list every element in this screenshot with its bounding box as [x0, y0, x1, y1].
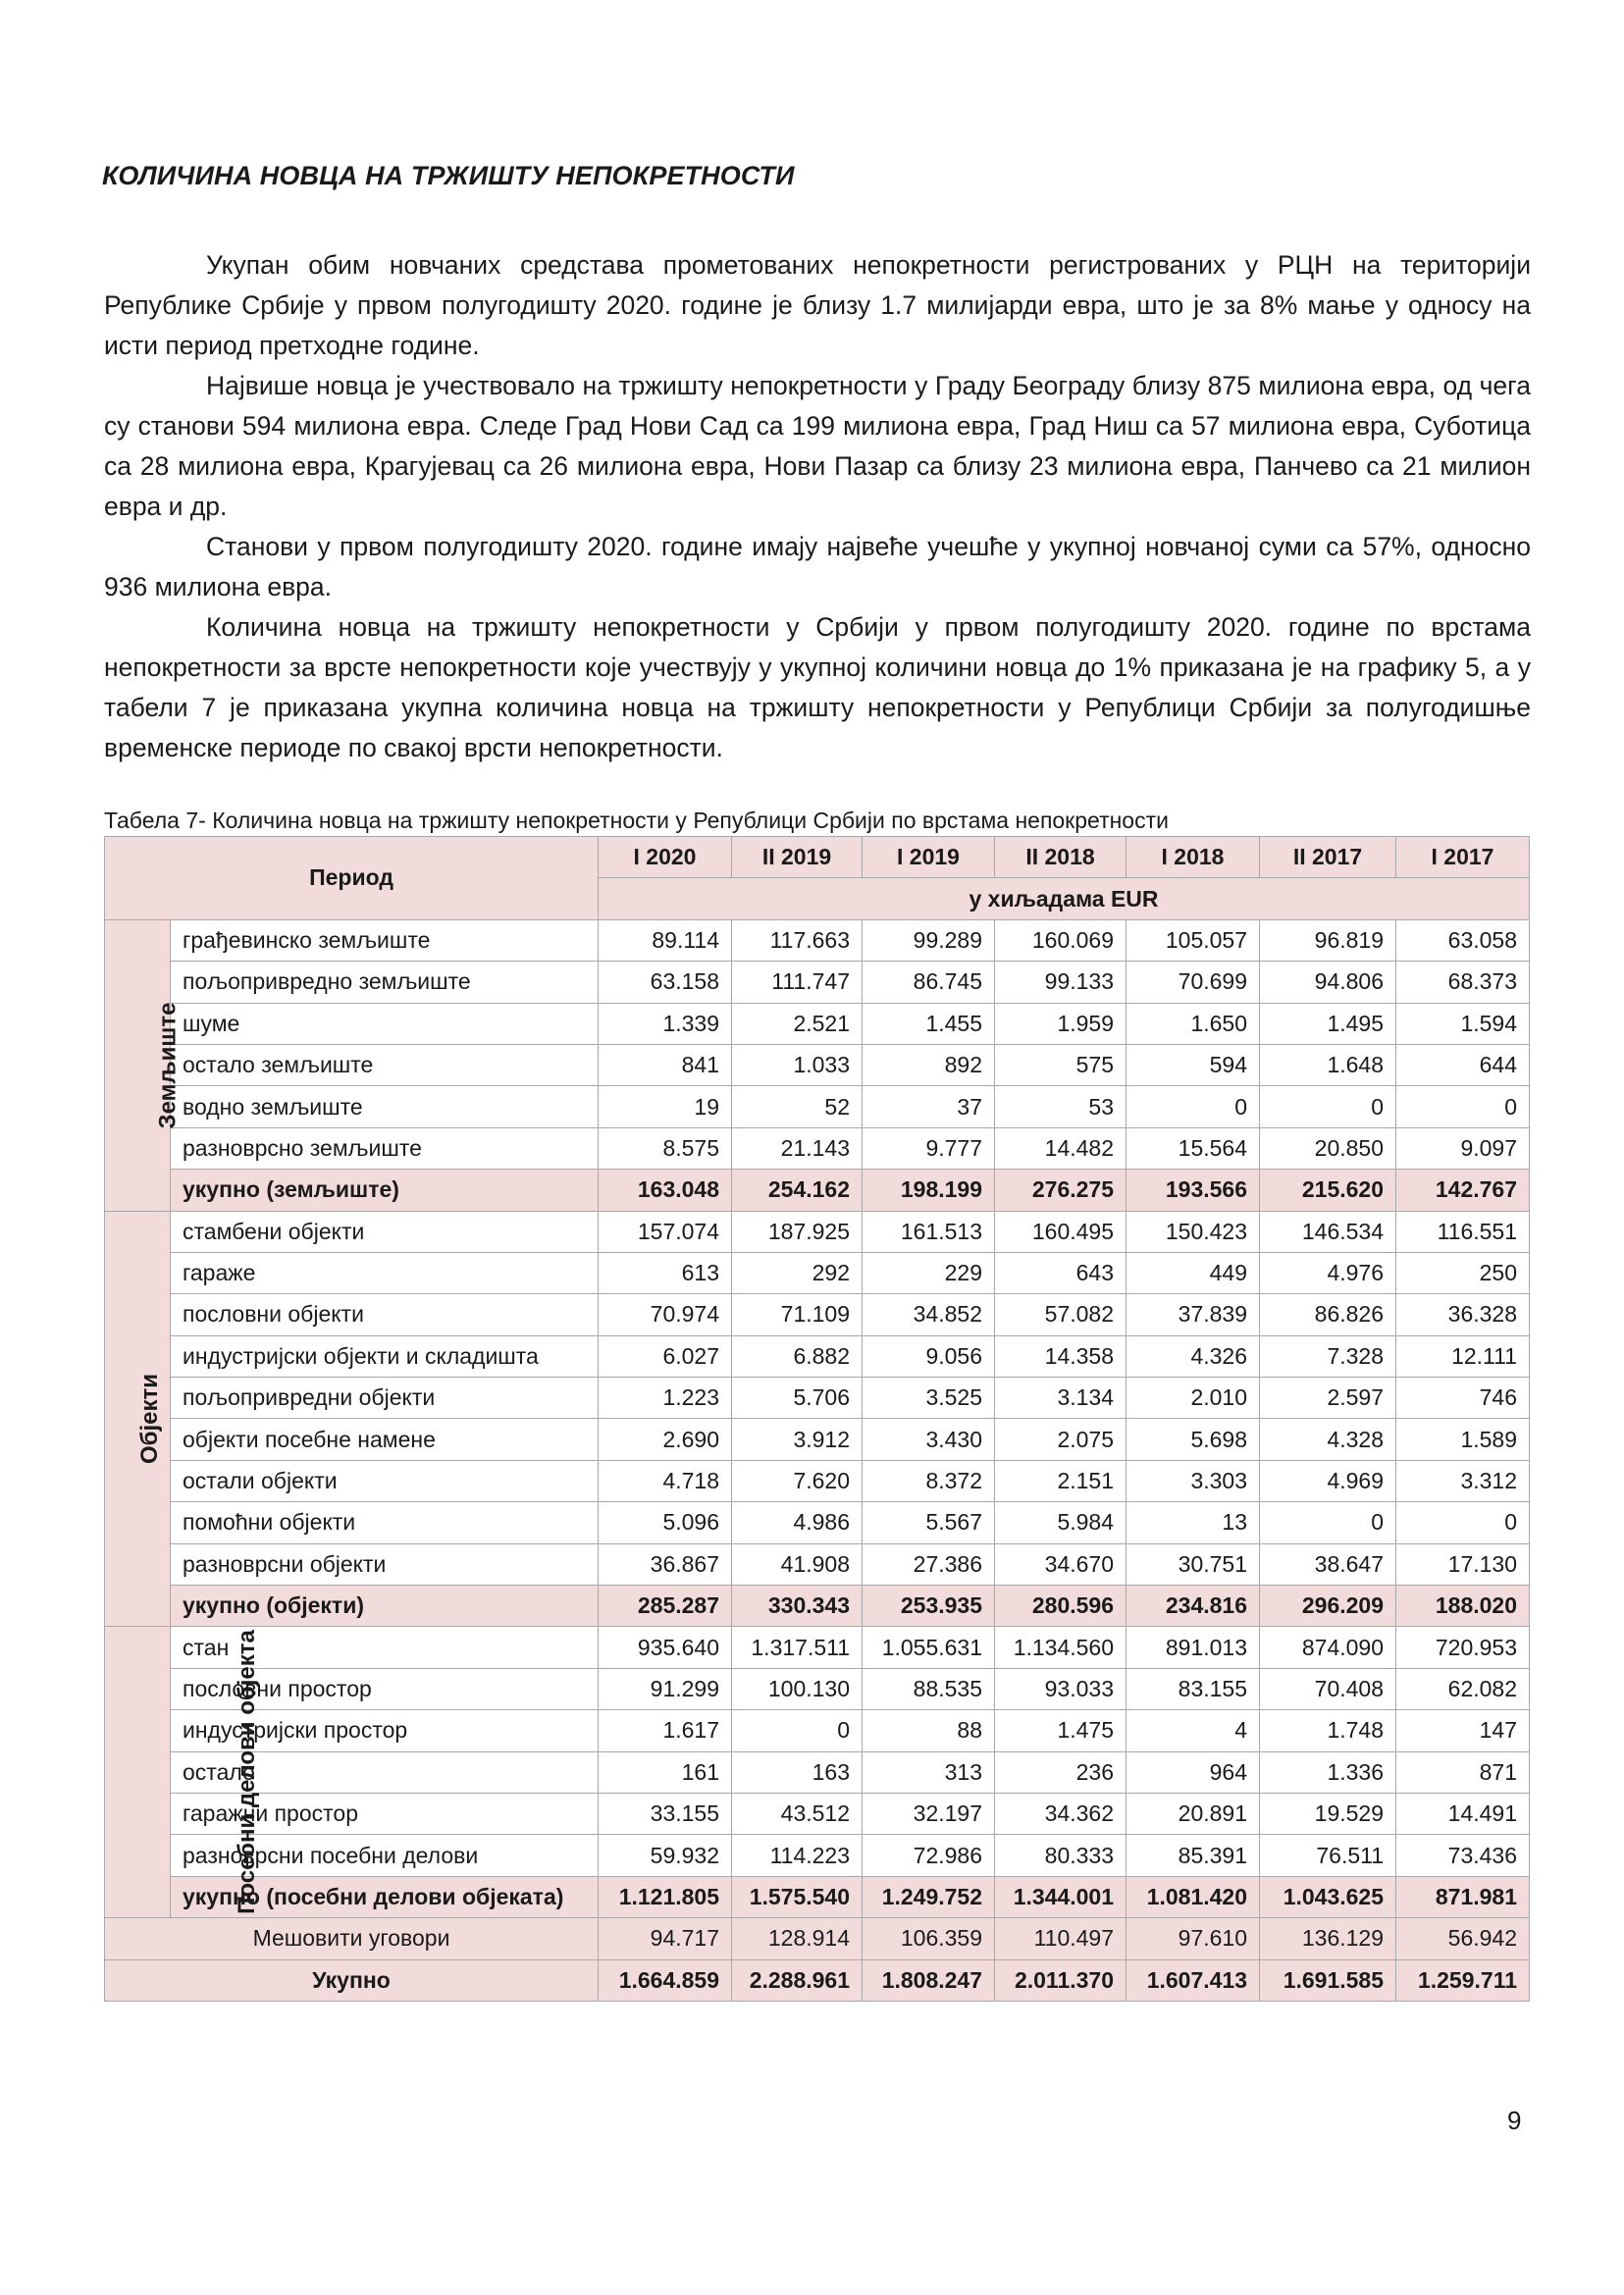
value-cell: 161 [599, 1751, 732, 1793]
value-cell: 3.912 [732, 1419, 863, 1460]
value-cell: 14.491 [1396, 1793, 1530, 1834]
row-label: стамбени објекти [171, 1211, 599, 1252]
value-cell: 13 [1126, 1502, 1260, 1543]
value-cell: 1.344.001 [995, 1876, 1126, 1917]
value-cell: 52 [732, 1086, 863, 1127]
value-cell: 746 [1396, 1378, 1530, 1419]
row-label: индустријски простор [171, 1710, 599, 1751]
value-cell: 34.362 [995, 1793, 1126, 1834]
value-cell: 1.691.585 [1260, 1959, 1396, 2001]
value-cell: 1.748 [1260, 1710, 1396, 1751]
value-cell: 575 [995, 1044, 1126, 1085]
value-cell: 38.647 [1260, 1543, 1396, 1585]
value-cell: 88.535 [863, 1668, 995, 1709]
value-cell: 157.074 [599, 1211, 732, 1252]
value-cell: 105.057 [1126, 919, 1260, 961]
value-cell: 59.932 [599, 1835, 732, 1876]
section-heading: КОЛИЧИНА НОВЦА НА ТРЖИШТУ НЕПОКРЕТНОСТИ [102, 161, 795, 190]
value-cell: 80.333 [995, 1835, 1126, 1876]
value-cell: 1.575.540 [732, 1876, 863, 1917]
table-row [105, 1835, 1530, 1876]
value-cell: 7.620 [732, 1460, 863, 1501]
table-row [105, 1502, 1530, 1543]
value-cell: 71.109 [732, 1294, 863, 1335]
value-cell: 9.056 [863, 1335, 995, 1377]
subtotal-label: укупно (земљиште) [171, 1170, 599, 1211]
table-row [105, 1543, 1530, 1585]
value-cell: 0 [1396, 1502, 1530, 1543]
value-cell: 198.199 [863, 1170, 995, 1211]
value-cell: 111.747 [732, 962, 863, 1003]
value-cell: 892 [863, 1044, 995, 1085]
value-cell: 63.058 [1396, 919, 1530, 961]
value-cell: 2.690 [599, 1419, 732, 1460]
table-header-row [105, 837, 1530, 878]
value-cell: 91.299 [599, 1668, 732, 1709]
value-cell: 146.534 [1260, 1211, 1396, 1252]
value-cell: 19 [599, 1086, 732, 1127]
value-cell: 94.717 [599, 1918, 732, 1959]
value-cell: 1.589 [1396, 1419, 1530, 1460]
grand-total-row [105, 1959, 1530, 2001]
table-row [105, 1378, 1530, 1419]
value-cell: 3.134 [995, 1378, 1126, 1419]
value-cell: 188.020 [1396, 1586, 1530, 1627]
value-cell: 41.908 [732, 1543, 863, 1585]
value-cell: 147 [1396, 1710, 1530, 1751]
value-cell: 292 [732, 1252, 863, 1293]
value-cell: 0 [1260, 1502, 1396, 1543]
period-column-header: I 2019 [863, 837, 995, 878]
value-cell: 117.663 [732, 919, 863, 961]
group-label-cell [105, 919, 182, 1211]
value-cell: 88 [863, 1710, 995, 1751]
row-label: пољопривредно земљиште [171, 962, 599, 1003]
value-cell: 1.495 [1260, 1003, 1396, 1044]
table-body [105, 919, 1530, 2001]
value-cell: 94.806 [1260, 962, 1396, 1003]
period-column-header: I 2020 [599, 837, 732, 878]
value-cell: 9.777 [863, 1127, 995, 1169]
value-cell: 1.317.511 [732, 1627, 863, 1668]
value-cell: 935.640 [599, 1627, 732, 1668]
value-cell: 1.134.560 [995, 1627, 1126, 1668]
value-cell: 2.151 [995, 1460, 1126, 1501]
value-cell: 874.090 [1260, 1627, 1396, 1668]
value-cell: 2.521 [732, 1003, 863, 1044]
value-cell: 99.133 [995, 962, 1126, 1003]
value-cell: 1.259.711 [1396, 1959, 1530, 2001]
value-cell: 30.751 [1126, 1543, 1260, 1585]
table-row [105, 1044, 1530, 1085]
row-label: остали објекти [171, 1460, 599, 1501]
row-label: водно земљиште [171, 1086, 599, 1127]
value-cell: 114.223 [732, 1835, 863, 1876]
subtotal-label: укупно (објекти) [171, 1586, 599, 1627]
value-cell: 1.607.413 [1126, 1959, 1260, 2001]
value-cell: 1.223 [599, 1378, 732, 1419]
value-cell: 70.408 [1260, 1668, 1396, 1709]
table-row [105, 1668, 1530, 1709]
value-cell: 86.745 [863, 962, 995, 1003]
value-cell: 720.953 [1396, 1627, 1530, 1668]
row-label: пољопривредни објекти [171, 1378, 599, 1419]
mixed-contracts-label: Мешовити уговори [105, 1918, 599, 1959]
value-cell: 276.275 [995, 1170, 1126, 1211]
table-row [105, 1003, 1530, 1044]
value-cell: 3.525 [863, 1378, 995, 1419]
table-row [105, 1335, 1530, 1377]
value-cell: 142.767 [1396, 1170, 1530, 1211]
value-cell: 253.935 [863, 1586, 995, 1627]
subtotal-row [105, 1876, 1530, 1917]
period-header: Период [105, 837, 599, 920]
value-cell: 644 [1396, 1044, 1530, 1085]
value-cell: 128.914 [732, 1918, 863, 1959]
value-cell: 841 [599, 1044, 732, 1085]
row-label: пословни простор [171, 1668, 599, 1709]
value-cell: 36.867 [599, 1543, 732, 1585]
value-cell: 97.610 [1126, 1918, 1260, 1959]
value-cell: 2.288.961 [732, 1959, 863, 2001]
value-cell: 187.925 [732, 1211, 863, 1252]
value-cell: 250 [1396, 1252, 1530, 1293]
period-column-header: II 2017 [1260, 837, 1396, 878]
value-cell: 449 [1126, 1252, 1260, 1293]
value-cell: 4.328 [1260, 1419, 1396, 1460]
value-cell: 14.358 [995, 1335, 1126, 1377]
value-cell: 193.566 [1126, 1170, 1260, 1211]
value-cell: 8.372 [863, 1460, 995, 1501]
value-cell: 2.597 [1260, 1378, 1396, 1419]
value-cell: 33.155 [599, 1793, 732, 1834]
value-cell: 5.698 [1126, 1419, 1260, 1460]
value-cell: 0 [1396, 1086, 1530, 1127]
value-cell: 1.664.859 [599, 1959, 732, 2001]
value-cell: 1.475 [995, 1710, 1126, 1751]
value-cell: 6.027 [599, 1335, 732, 1377]
value-cell: 37.839 [1126, 1294, 1260, 1335]
paragraph: Укупан обим новчаних средстава прометованих непокретности регистрованих у РЦН на територији Републике Србије у првом полугодишту 2020. године је близу 1.7 милијарди евра, што је за 8% мање у односу на исти период претходне године. [104, 250, 1531, 360]
table-row [105, 1751, 1530, 1793]
row-label: гаражни простор [171, 1793, 599, 1834]
table-row [105, 1086, 1530, 1127]
table-row [105, 1419, 1530, 1460]
value-cell: 57.082 [995, 1294, 1126, 1335]
period-column-header: II 2019 [732, 837, 863, 878]
value-cell: 313 [863, 1751, 995, 1793]
value-cell: 0 [732, 1710, 863, 1751]
value-cell: 236 [995, 1751, 1126, 1793]
value-cell: 5.706 [732, 1378, 863, 1419]
value-cell: 215.620 [1260, 1170, 1396, 1211]
body-text [104, 245, 1531, 768]
value-cell: 56.942 [1396, 1918, 1530, 1959]
value-cell: 53 [995, 1086, 1126, 1127]
value-cell: 285.287 [599, 1586, 732, 1627]
value-cell: 1.033 [732, 1044, 863, 1085]
value-cell: 19.529 [1260, 1793, 1396, 1834]
table-row [105, 962, 1530, 1003]
row-label: објекти посебне намене [171, 1419, 599, 1460]
value-cell: 106.359 [863, 1918, 995, 1959]
group-label: Посебни делови објекта [233, 1630, 260, 1915]
value-cell: 93.033 [995, 1668, 1126, 1709]
table-row [105, 1793, 1530, 1834]
value-cell: 150.423 [1126, 1211, 1260, 1252]
unit-header: у хиљадама EUR [599, 878, 1530, 919]
value-cell: 4.326 [1126, 1335, 1260, 1377]
value-cell: 3.430 [863, 1419, 995, 1460]
value-cell: 1.249.752 [863, 1876, 995, 1917]
table-caption: Табела 7- Количина новца на тржишту непокретности у Републици Србији по врстама непокретности [104, 808, 1169, 833]
value-cell: 1.594 [1396, 1003, 1530, 1044]
subtotal-label: укупно (посебни делови објеката) [171, 1876, 599, 1917]
subtotal-row [105, 1586, 1530, 1627]
value-cell: 229 [863, 1252, 995, 1293]
value-cell: 89.114 [599, 919, 732, 961]
page-number: 9 [1507, 2106, 1522, 2135]
value-cell: 73.436 [1396, 1835, 1530, 1876]
value-cell: 17.130 [1396, 1543, 1530, 1585]
value-cell: 160.495 [995, 1211, 1126, 1252]
table-row [105, 1252, 1530, 1293]
value-cell: 234.816 [1126, 1586, 1260, 1627]
value-cell: 110.497 [995, 1918, 1126, 1959]
value-cell: 86.826 [1260, 1294, 1396, 1335]
value-cell: 613 [599, 1252, 732, 1293]
value-cell: 4.976 [1260, 1252, 1396, 1293]
value-cell: 6.882 [732, 1335, 863, 1377]
period-column-header: I 2018 [1126, 837, 1260, 878]
value-cell: 0 [1260, 1086, 1396, 1127]
row-label: помоћни објекти [171, 1502, 599, 1543]
period-column-header: I 2017 [1396, 837, 1530, 878]
mixed-contracts-row [105, 1918, 1530, 1959]
value-cell: 0 [1126, 1086, 1260, 1127]
value-cell: 163 [732, 1751, 863, 1793]
value-cell: 8.575 [599, 1127, 732, 1169]
value-cell: 37 [863, 1086, 995, 1127]
value-cell: 2.011.370 [995, 1959, 1126, 2001]
value-cell: 1.959 [995, 1003, 1126, 1044]
value-cell: 20.891 [1126, 1793, 1260, 1834]
value-cell: 43.512 [732, 1793, 863, 1834]
value-cell: 4.718 [599, 1460, 732, 1501]
value-cell: 5.984 [995, 1502, 1126, 1543]
value-cell: 4 [1126, 1710, 1260, 1751]
table-row [105, 1211, 1530, 1252]
value-cell: 68.373 [1396, 962, 1530, 1003]
value-cell: 32.197 [863, 1793, 995, 1834]
row-label: стан [171, 1627, 599, 1668]
value-cell: 891.013 [1126, 1627, 1260, 1668]
value-cell: 72.986 [863, 1835, 995, 1876]
value-cell: 1.650 [1126, 1003, 1260, 1044]
value-cell: 1.455 [863, 1003, 995, 1044]
table-row [105, 1460, 1530, 1501]
value-cell: 27.386 [863, 1543, 995, 1585]
grand-total-label: Укупно [105, 1959, 599, 2001]
row-label: грађевинско земљиште [171, 919, 599, 961]
table-row [105, 1127, 1530, 1169]
value-cell: 63.158 [599, 962, 732, 1003]
value-cell: 1.336 [1260, 1751, 1396, 1793]
value-cell: 70.699 [1126, 962, 1260, 1003]
table-row [105, 919, 1530, 961]
value-cell: 280.596 [995, 1586, 1126, 1627]
value-cell: 2.010 [1126, 1378, 1260, 1419]
money-table [104, 836, 1530, 2002]
value-cell: 3.312 [1396, 1460, 1530, 1501]
value-cell: 871.981 [1396, 1876, 1530, 1917]
subtotal-row [105, 1170, 1530, 1211]
value-cell: 5.567 [863, 1502, 995, 1543]
value-cell: 62.082 [1396, 1668, 1530, 1709]
value-cell: 5.096 [599, 1502, 732, 1543]
value-cell: 7.328 [1260, 1335, 1396, 1377]
value-cell: 9.097 [1396, 1127, 1530, 1169]
value-cell: 2.075 [995, 1419, 1126, 1460]
value-cell: 34.670 [995, 1543, 1126, 1585]
period-column-header: II 2018 [995, 837, 1126, 878]
paragraph: Количина новца на тржишту непокретности у Србији у првом полугодишту 2020. године по врстама непокретности за врсте непокретности које учествују у укупној количини новца до 1% приказана је на графику 5, а у табели 7 је приказана укупна количина новца на тржишту непокретности у Републици Србији за полугодишње временске периоде по свакој врсти непокретности. [104, 612, 1531, 762]
paragraph: Највише новца је учествовало на тржишту непокретности у Граду Београду близу 875 милиона евра, од чега су станови 594 милиона евра. Следе Град Нови Сад са 199 милиона евра, Град Ниш са 57 милиона евра, Суботица са 28 милиона евра, Крагујевац са 26 милиона евра, Нови Пазар са близу 23 милиона евра, Панчево са 21 милион евра и др. [104, 371, 1531, 521]
value-cell: 3.303 [1126, 1460, 1260, 1501]
value-cell: 330.343 [732, 1586, 863, 1627]
value-cell: 100.130 [732, 1668, 863, 1709]
value-cell: 1.121.805 [599, 1876, 732, 1917]
value-cell: 594 [1126, 1044, 1260, 1085]
value-cell: 36.328 [1396, 1294, 1530, 1335]
row-label: пословни објекти [171, 1294, 599, 1335]
value-cell: 296.209 [1260, 1586, 1396, 1627]
value-cell: 15.564 [1126, 1127, 1260, 1169]
row-label: гараже [171, 1252, 599, 1293]
value-cell: 1.055.631 [863, 1627, 995, 1668]
value-cell: 21.143 [732, 1127, 863, 1169]
value-cell: 1.339 [599, 1003, 732, 1044]
row-label: разноврсни посебни делови [171, 1835, 599, 1876]
value-cell: 76.511 [1260, 1835, 1396, 1876]
value-cell: 4.969 [1260, 1460, 1396, 1501]
value-cell: 1.043.625 [1260, 1876, 1396, 1917]
value-cell: 871 [1396, 1751, 1530, 1793]
value-cell: 96.819 [1260, 919, 1396, 961]
value-cell: 12.111 [1396, 1335, 1530, 1377]
value-cell: 99.289 [863, 919, 995, 961]
table-row [105, 1294, 1530, 1335]
group-label-cell [105, 1211, 171, 1627]
row-label: индустријски објекти и складишта [171, 1335, 599, 1377]
table-row [105, 1710, 1530, 1751]
group-label: Објекти [136, 1373, 164, 1464]
value-cell: 85.391 [1126, 1835, 1260, 1876]
group-label: Земљиште [154, 1002, 182, 1129]
value-cell: 136.129 [1260, 1918, 1396, 1959]
value-cell: 1.648 [1260, 1044, 1396, 1085]
row-label: остало земљиште [171, 1044, 599, 1085]
row-label: разноврсно земљиште [171, 1127, 599, 1169]
row-label: шуме [171, 1003, 599, 1044]
value-cell: 34.852 [863, 1294, 995, 1335]
value-cell: 160.069 [995, 919, 1126, 961]
value-cell: 70.974 [599, 1294, 732, 1335]
row-label: разноврсни објекти [171, 1543, 599, 1585]
value-cell: 643 [995, 1252, 1126, 1293]
value-cell: 14.482 [995, 1127, 1126, 1169]
table-row [105, 1627, 1530, 1668]
value-cell: 161.513 [863, 1211, 995, 1252]
value-cell: 1.081.420 [1126, 1876, 1260, 1917]
row-label: остало [171, 1751, 599, 1793]
value-cell: 254.162 [732, 1170, 863, 1211]
value-cell: 163.048 [599, 1170, 732, 1211]
value-cell: 1.617 [599, 1710, 732, 1751]
paragraph: Станови у првом полугодишту 2020. године имају највеће учешће у укупној новчаној суми са 57%, односно 936 милиона евра. [104, 532, 1531, 601]
value-cell: 4.986 [732, 1502, 863, 1543]
value-cell: 20.850 [1260, 1127, 1396, 1169]
value-cell: 964 [1126, 1751, 1260, 1793]
value-cell: 116.551 [1396, 1211, 1530, 1252]
value-cell: 1.808.247 [863, 1959, 995, 2001]
value-cell: 83.155 [1126, 1668, 1260, 1709]
